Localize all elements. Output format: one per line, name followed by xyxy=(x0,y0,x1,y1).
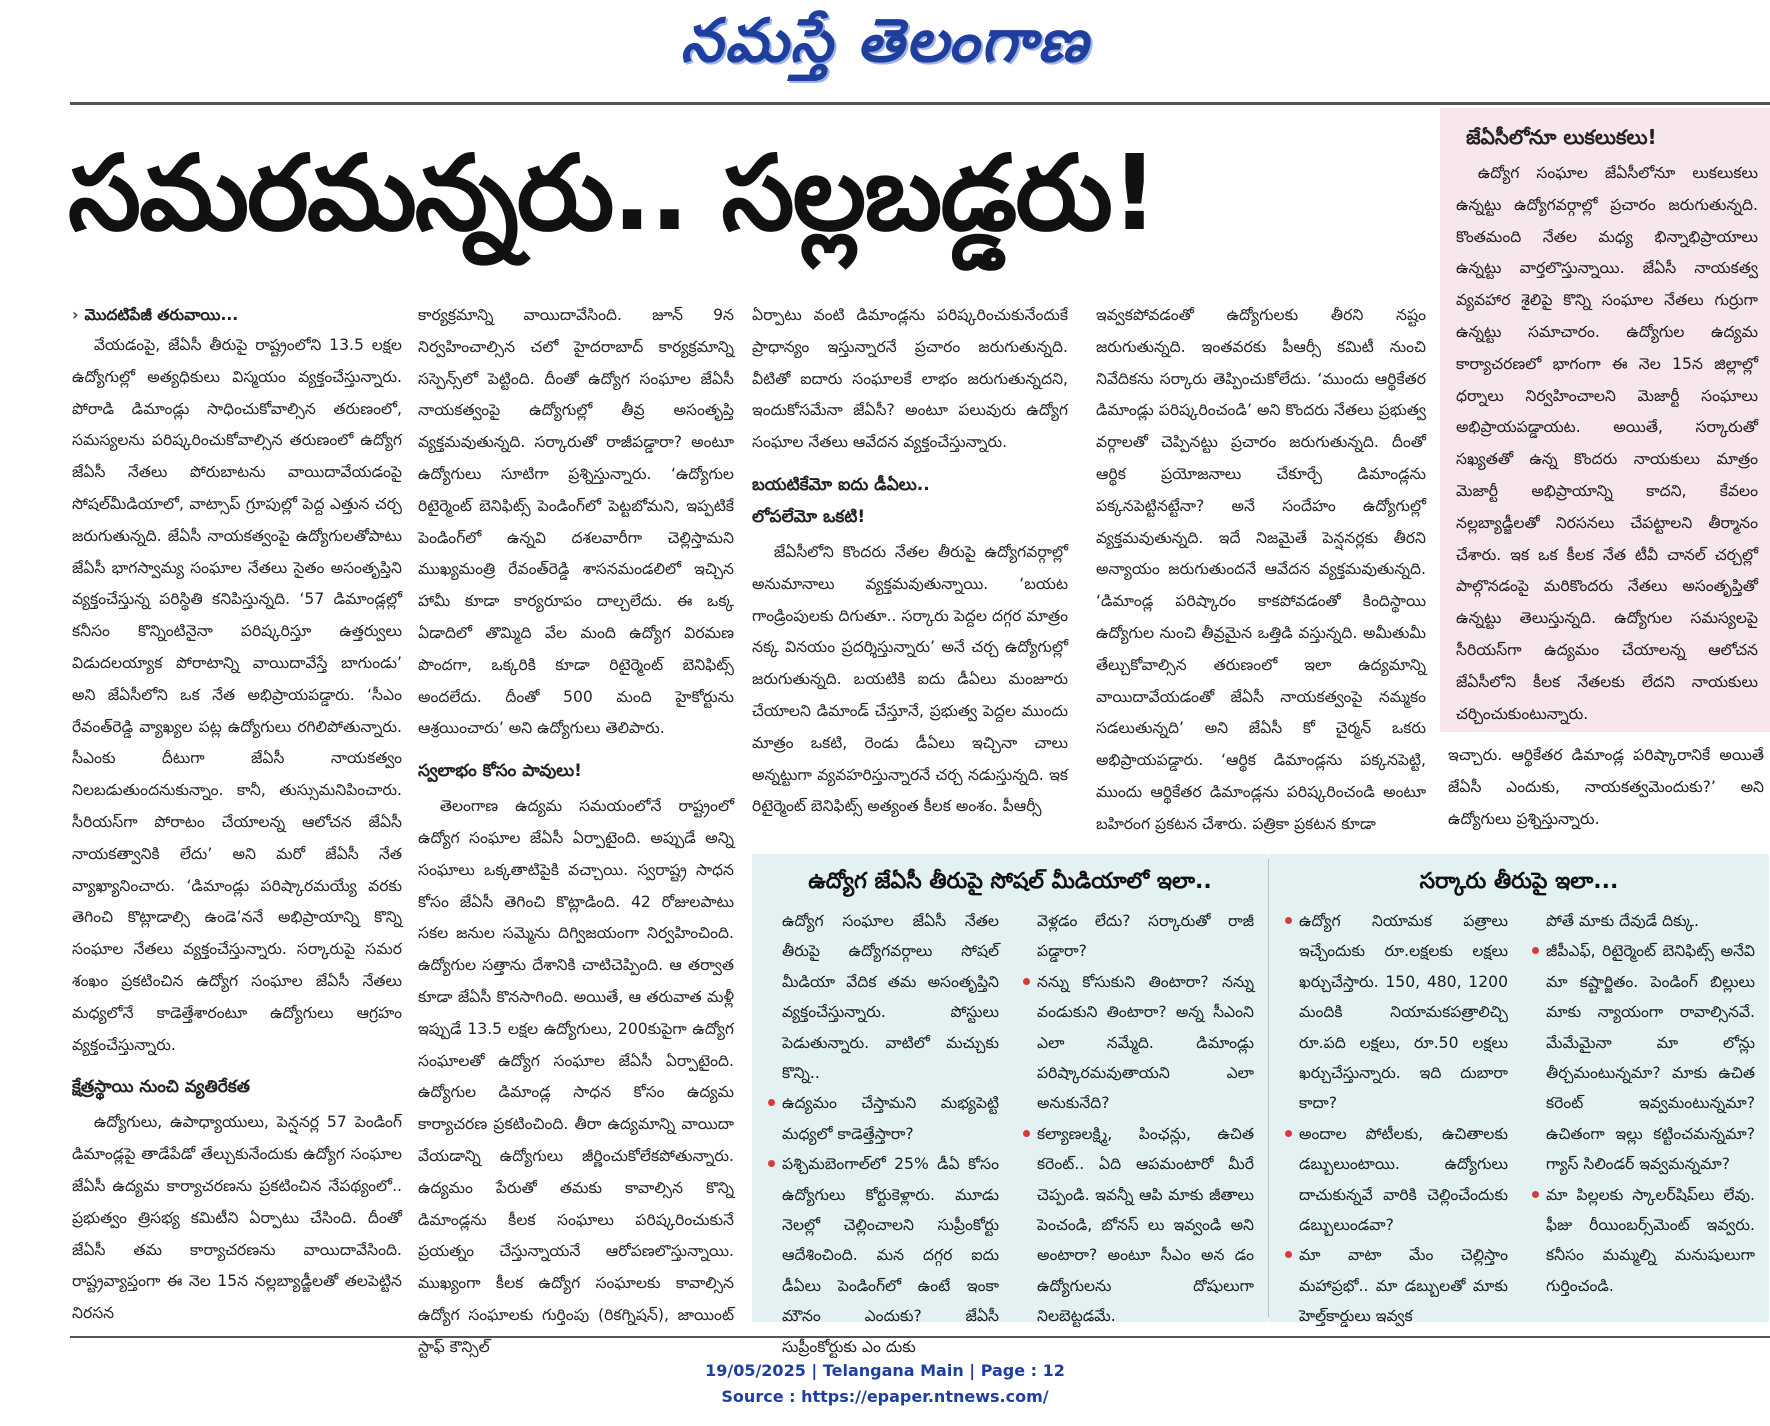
bullet-item: జీపీఎఫ్, రిటైర్మెంట్ బెనిఫిట్స్ అనేవి మా కష్టార్జితం. పెండింగ్ బిల్లులు మాకు న్యాయంగా రావాల్సినవే. మేమేమైనా మా లోన్లు తీర్చమంటున్నమా? మాకు ఉచిత కరెంట్ ఇవ్వమంటున్నమా? ఉచితంగా ఇల్లు కట్టించమన్నమా? గ్యాస్ సిలిండర్ ఇవ్వమన్నమా? xyxy=(1530,936,1755,1179)
top-divider xyxy=(70,102,1770,105)
source-link[interactable]: Source : https://epaper.ntnews.com/ xyxy=(721,1387,1049,1406)
government-box-title: సర్కారు తీరుపై ఇలా... xyxy=(1419,869,1619,894)
paragraph: జేఏసీలోని కొందరు నేతల తీరుపై ఉద్యోగవర్గాల్లో అనుమానాలు వ్యక్తమవుతున్నాయి. ‘బయట గాండ్రింపులకు దిగుతూ.. సర్కారు పెద్దల దగ్గర మాత్రం నక్క వినయం ప్రదర్శిస్తున్నారు’ అనే చర్చ ఉద్యోగుల్లో జరుగుతున్నది. బయటికి ఐదు డీఏలు మంజూరు చేయాలని డిమాండ్ చేస్తూనే, ప్రభుత్వ పెద్దల ముందు మాత్రం ఒకటి, రెండు డీఏలు ఇచ్చినా చాలు అన్నట్టుగా వ్యవహరిస్తున్నారనే చర్చ నడుస్తున్నది. ఇక రిటైర్మెంట్ బెనిఫిట్స్ అత్యంత కీలక అంశం. పీఆర్సీ xyxy=(752,542,1068,816)
continued-text: ఉద్యోగ సంఘాల జేఏసీ నేతల తీరుపై ఉద్యోగవర్గాలు సోషల్ మీడియా వేదిక తమ అసంతృప్తిని వ్యక్తంచేస్తున్నారు. పోస్టులు పెడుతున్నారు. వాటిలో మచ్చుకు కొన్ని.. xyxy=(782,912,999,1083)
bullet-list xyxy=(1021,906,1254,1332)
bullet-item: పశ్చిమబెంగాల్‌లో 25% డీఏ కోసం ఉద్యోగులు కోర్టుకెళ్లారు. మూడు నెలల్లో చెల్లించాలని సుప్రీంకోర్టు ఆదేశించింది. మన దగ్గర ఐదు డీఏలు పెండింగ్‌లో ఉంటే ఇంకా మౌనం ఎందుకు? జేఏసీ సుప్రీంకోర్టుకు ఎం దుకు xyxy=(766,1149,999,1362)
subheading: లోపలేమో ఒకటి! xyxy=(752,506,866,527)
paragraph: తెలంగాణ ఉద్యమ సమయంలోనే రాష్ట్రంలో ఉద్యోగ సంఘాల జేఏసీ ఏర్పాటైంది. అప్పుడే అన్ని సంఘాలు ఒక్కతాటిపైకి వచ్చాయి. స్వరాష్ట్ర సాధన కోసం జేఏసీ తెగించి కొట్లాడింది. 42 రోజులపాటు సకల జనుల సమ్మెను దిగ్విజయంగా నిర్వహించింది. ఉద్యోగుల సత్తాను దేశానికి చాటిచెప్పింది. ఆ తర్వాత కూడా జేఏసీ కొనసాగింది. అయితే, ఆ తరువాత మళ్లీ ఇప్పుడే 13.5 లక్షల ఉద్యోగులు, 200కుపైగా ఉద్యోగ సంఘాలతో ఉద్యోగ సంఘాల జేఏసీ ఏర్పాటైంది. ఉద్యోగుల డిమాండ్ల సాధన కోసం ఉద్యమ కార్యాచరణ ప్రకటించింది. తీరా ఉద్యమాన్ని వాయిదా వేయడాన్ని ఉద్యోగులు జీర్ణించుకోలేకపోతున్నారు. ఉద్యమం పేరుతో తమకు కావాల్సిన కొన్ని డిమాండ్లను కీలక సంఘాలు పరిష్కరించుకునే ప్రయత్నం చేస్తున్నాయనే ఆరోపణలొస్తున్నాయి. ముఖ్యంగా కీలక ఉద్యోగ సంఘాలకు కావాల్సిన ఉద్యోగ సంఘాలకు గుర్తింపు (రికగ్నిషన్), జాయింట్ స్టాఫ్ కౌన్సిల్ xyxy=(418,797,734,1356)
continued-text: పోతే మాకు దేవుడే దిక్కు. xyxy=(1546,912,1699,930)
headline: సమరమన్నరు.. సల్లబడ్డరు! xyxy=(68,132,1157,254)
social-media-box-title: ఉద్యోగ జేఏసీ తీరుపై సోషల్ మీడియాలో ఇలా.. xyxy=(808,869,1212,894)
bullet-list xyxy=(1530,906,1755,1301)
paragraph: కార్యక్రమాన్ని వాయిదావేసింది. జూన్ 9న నిర్వహించాల్సిన చలో హైదరాబాద్ కార్యక్రమాన్ని సస్పెన్స్‌లో పెట్టింది. దీంతో ఉద్యోగ సంఘాల జేఏసీ నాయకత్వంపై ఉద్యోగుల్లో తీవ్ర అసంతృప్తి వ్యక్తమవుతున్నది. సర్కారుతో రాజీపడ్డారా? అంటూ ఉద్యోగులు సూటిగా ప్రశ్నిస్తున్నారు. ‘ఉద్యోగుల రిటైర్మెంట్ బెనిఫిట్స్ పెండింగ్‌లో పెట్టబోమని, ఇప్పటికే పెండింగ్‌లో ఉన్నవి దశలవారీగా చెల్లిస్తామని ముఖ్యమంత్రి రేవంత్‌రెడ్డి శాసనమండలిలో ఇచ్చిన హామీ కూడా కార్యరూపం దాల్చలేదు. ఈ ఒక్క ఏడాదిలో తొమ్మిది వేల మంది ఉద్యోగ విరమణ పొందగా, ఒక్కరికి కూడా రిటైర్మెంట్ బెనిఫిట్స్ అందలేదు. దీంతో 500 మంది హైకోర్టును ఆశ్రయించారు’ అని ఉద్యోగులు తెలిపారు. xyxy=(418,306,734,738)
newspaper-logo: నమస్తే తెలంగాణ xyxy=(680,6,1090,76)
article-column-1 xyxy=(72,300,402,1330)
bullet-item: ఉద్యోగ నియామక పత్రాలు ఇచ్చేందుకు రూ.లక్షలకు లక్షలు ఖర్చుచేస్తారు. 150, 480, 1200 మందికి నియామకపత్రాలిచ్చి రూ.పది లక్షలు, రూ.50 లక్షలు ఖర్చుచేస్తున్నారు. ఇది దుబారా కాదా? xyxy=(1283,906,1508,1119)
subheading: స్వలాభం కోసం పావులు! xyxy=(418,761,582,782)
continued-text: వెళ్లడం లేదు? సర్కారుతో రాజీ పడ్డారా? xyxy=(1037,912,1254,961)
footer xyxy=(0,1358,1770,1410)
bullet-item: ఉద్యమం చేస్తామని మభ్యపెట్టి మధ్యలో కాడెత్తేస్తారా? xyxy=(766,1088,999,1149)
bullet-item: అందాల పోటీలకు, ఉచితాలకు డబ్బులుంటాయి. ఉద్యోగులు దాచుకున్నవే వారికి చెల్లించేందుకు డబ్బులుండవా? xyxy=(1283,1119,1508,1241)
sidebar-text: ఉద్యోగ సంఘాల జేఏసీలోనూ లుకలుకలు ఉన్నట్టు ఉద్యోగవర్గాల్లో ప్రచారం జరుగుతున్నది. కొంతమంది నేతల మధ్య భిన్నాభిప్రాయాలు ఉన్నట్టు వార్తలొస్తున్నాయి. జేఏసీ నాయకత్వ వ్యవహార శైలిపై కొన్ని సంఘాల నేతలు గుర్రుగా ఉన్నట్టు సమాచారం. ఉద్యోగుల ఉద్యమ కార్యాచరణలో భాగంగా ఈ నెల 15న జిల్లాల్లో ధర్నాలు నిర్వహించాలని మెజార్టీ సంఘాలు అభిప్రాయపడ్డాయట. అయితే, సర్కారుతో సఖ్యతతో ఉన్న కొందరు నాయకులు మాత్రం మెజార్టీ అభిప్రాయాన్ని కాదని, కేవలం నల్లబ్యాడ్జీలతో నిరసనలు చేపట్టాలని తీర్మానం చేశారు. ఇక ఒక కీలక నేత టీవీ చానల్ చర్చల్లో పాల్గొనడంపై మరికొందరు నేతలు అసంతృప్తితో ఉన్నట్టు తెలుస్తున్నది. ఉద్యోగుల సమస్యలపై సీరియస్‌గా ఉద్యమం చేయాలన్న ఆలోచన జేఏసీలోని కీలక నేతలకు లేదని నాయకులు చర్చించుకుంటున్నారు. xyxy=(1456,164,1758,723)
subheading: బయటికేమో ఐదు డీఏలు.. xyxy=(752,474,930,495)
sidebar-box xyxy=(1440,108,1770,732)
chevron-right-icon: › xyxy=(72,306,79,324)
bullet-item: నన్ను కోసుకుని తింటారా? నన్ను వండుకుని తింటారా? అన్న సీఎంని ఎలా నమ్మేది. డిమాండ్లు పరిష్కారమవుతాయని ఎలా అనుకునేది? xyxy=(1021,967,1254,1119)
sidebar-title: జేఏసీలోనూ లుకలుకలు! xyxy=(1466,125,1657,149)
bottom-divider xyxy=(70,1336,1770,1338)
paragraph: ఏర్పాటు వంటి డిమాండ్లను పరిష్కరించుకునేందుకే ప్రాధాన్యం ఇస్తున్నారనే ప్రచారం జరుగుతున్నది. వీటితో ఐదారు సంఘాలకే లాభం జరుగుతున్నదని, ఇందుకోసమేనా జేఏసీ? అంటూ పలువురు ఉద్యోగ సంఘాల నేతలు ఆవేదన వ్యక్తంచేస్తున్నారు. xyxy=(752,306,1068,452)
continuation-kicker: › మొదటిపేజీ తరువాయి... xyxy=(72,306,239,324)
social-media-box xyxy=(752,854,1268,1356)
government-box xyxy=(1269,854,1769,1326)
subheading: క్షేత్రస్థాయి నుంచి వ్యతిరేకత xyxy=(72,1077,250,1098)
edition-info: 19/05/2025 | Telangana Main | Page : 12 xyxy=(705,1361,1065,1380)
bullet-list xyxy=(1283,906,1508,1332)
article-column-2 xyxy=(418,300,734,1364)
box-column xyxy=(1283,906,1508,1332)
box-column xyxy=(1021,906,1254,1362)
box-column xyxy=(766,906,999,1362)
article-column-3 xyxy=(752,300,1068,823)
bullet-item: కల్యాణలక్ష్మి, పింఛన్లు, ఉచిత కరెంట్.. ఏది ఆపమంటారో మీరే చెప్పండి. ఇవన్నీ ఆపి మాకు జీతాలు పెంచండి, బోనస్ లు ఇవ్వండి అని అంటారా? అంటూ సీఎం అన డం ఉద్యోగులను దోషులుగా నిలబెట్టడమే. xyxy=(1021,1119,1254,1332)
article-column-4 xyxy=(1096,300,1426,841)
bullet-item: మా వాటా మేం చెల్లిస్తాం మహాప్రభో.. మా డబ్బులతో మాకు హెల్త్‌కార్డులు ఇవ్వక xyxy=(1283,1240,1508,1331)
bullet-item: మా పిల్లలకు స్కాలర్‌షిప్‌లు లేవు. ఫీజు రీయింబర్స్‌మెంట్ ఇవ్వరు. కనీసం మమ్మల్ని మనుషులుగా గుర్తించండి. xyxy=(1530,1180,1755,1302)
paragraph: ఇవ్వకపోవడంతో ఉద్యోగులకు తీరని నష్టం జరుగుతున్నది. ఇంతవరకు పీఆర్సీ కమిటీ నుంచి నివేదికను సర్కారు తెప్పించుకోలేదు. ‘ముందు ఆర్థికేతర డిమాండ్లు పరిష్కరించండి’ అని కొందరు నేతలు ప్రభుత్వ వర్గాలతో చెప్పినట్టు ప్రచారం జరుగుతున్నది. దీంతో ఆర్థిక ప్రయోజనాలు చేకూర్చే డిమాండ్లను పక్కనపెట్టినట్టేనా? అనే సందేహం ఉద్యోగుల్లో వ్యక్తమవుతున్నది. ఇదే నిజమైతే పెన్షనర్లకు తీరని అన్యాయం జరుగుతుందనే ఆవేదన వ్యక్తమవుతున్నది. ‘డిమాండ్ల పరిష్కారం కాకపోవడంతో కిందిస్థాయి ఉద్యోగుల నుంచి తీవ్రమైన ఒత్తిడి వస్తున్నది. అమీతుమీ తేల్చుకోవాల్సిన తరుణంలో ఇలా ఉద్యమాన్ని వాయిదావేయడంతో జేఏసీ నాయకత్వంపై నమ్మకం సడలుతున్నది’ అని జేఏసీ కో చైర్మన్ ఒకరు అభిప్రాయపడ్డారు. ‘ఆర్థిక డిమాండ్లను పక్కనపెట్టి, ముందు ఆర్థికేతర డిమాండ్లను పరిష్కరించండి అంటూ బహిరంగ ప్రకటన చేశారు. పత్రికా ప్రకటన కూడా xyxy=(1096,306,1426,833)
bullet-list xyxy=(766,906,999,1362)
masthead xyxy=(0,0,1770,90)
box-column xyxy=(1530,906,1755,1332)
paragraph: వేయడంపై, జేఏసీ తీరుపై రాష్ట్రంలోని 13.5 లక్షల ఉద్యోగుల్లో అత్యధికులు విస్మయం వ్యక్తంచేస్తున్నారు. పోరాడి డిమాండ్లు సాధించుకోవాల్సిన తరుణంలో, సమస్యలను పరిష్కరించుకోవాల్సిన తరుణంలో ఉద్యోగ జేఏసీ నేతలు పోరుబాటను వాయిదావేయడంపై సోషల్‌మీడియాలో, వాట్సాప్ గ్రూపుల్లో పెద్ద ఎత్తున చర్చ జరుగుతున్నది. జేఏసీ నాయకత్వంపై ఉద్యోగులతోపాటు జేఏసీ భాగస్వామ్య సంఘాల నేతలు సైతం అసంతృప్తిని వ్యక్తంచేస్తున్న పరిస్థితి కనిపిస్తున్నది. ‘57 డిమాండ్లల్లో కనీసం కొన్నింటినైనా పరిష్కరిస్తూ ఉత్తర్వులు విడుదలయ్యాక పోరాటాన్ని వాయిదావేస్తే బాగుండు’ అని జేఏసీలోని ఒక నేత అభిప్రాయపడ్డారు. ‘సీఎం రేవంత్‌రెడ్డి వ్యాఖ్యల పట్ల ఉద్యోగులు రగిలిపోతున్నారు. సీఎంకు దీటుగా జేఏసీ నాయకత్వం నిలబడుతుందనుకున్నాం. కానీ, తుస్సుమనిపించారు. సీరియస్‌గా పోరాటం చేయాలన్న ఆలోచన జేఏసీ నాయకత్వానికి లేదు’ అని మరో జేఏసీ నేత వ్యాఖ్యానించారు. ‘డిమాండ్లు పరిష్కారమయ్యే వరకు తెగించి కొట్లాడాల్సి ఉండె’ననే అభిప్రాయాన్ని కొన్ని సంఘాల నేతలు వ్యక్తంచేస్తున్నారు. సర్కారుపై సమర శంఖం ప్రకటించిన ఉద్యోగ సంఘాల జేఏసీ నేతలు మధ్యలోనే కాడెత్తేశారంటూ ఉద్యోగులు ఆగ్రహం వ్యక్తంచేస్తున్నారు. xyxy=(72,336,402,1054)
article-continuation: ఇచ్చారు. ఆర్థికేతర డిమాండ్ల పరిష్కారానికే అయితే జేఏసీ ఎందుకు, నాయకత్వమెందుకు?’ అని ఉద్యోగులు ప్రశ్నిస్తున్నారు. xyxy=(1448,746,1764,828)
paragraph: ఉద్యోగులు, ఉపాధ్యాయులు, పెన్షనర్ల 57 పెండింగ్ డిమాండ్లపై తాడేపేడో తేల్చుకునేందుకు ఉద్యోగ సంఘాల జేఏసీ ఉద్యమ కార్యాచరణను ప్రకటించిన నేపథ్యంలో.. ప్రభుత్వం త్రిసభ్య కమిటీని ఏర్పాటు చేసింది. దీంతో జేఏసీ తమ కార్యాచరణను వాయిదావేసింది. రాష్ట్రవ్యాప్తంగా ఈ నెల 15న నల్లబ్యాడ్జీలతో తలపెట్టిన నిరసన xyxy=(72,1113,402,1323)
